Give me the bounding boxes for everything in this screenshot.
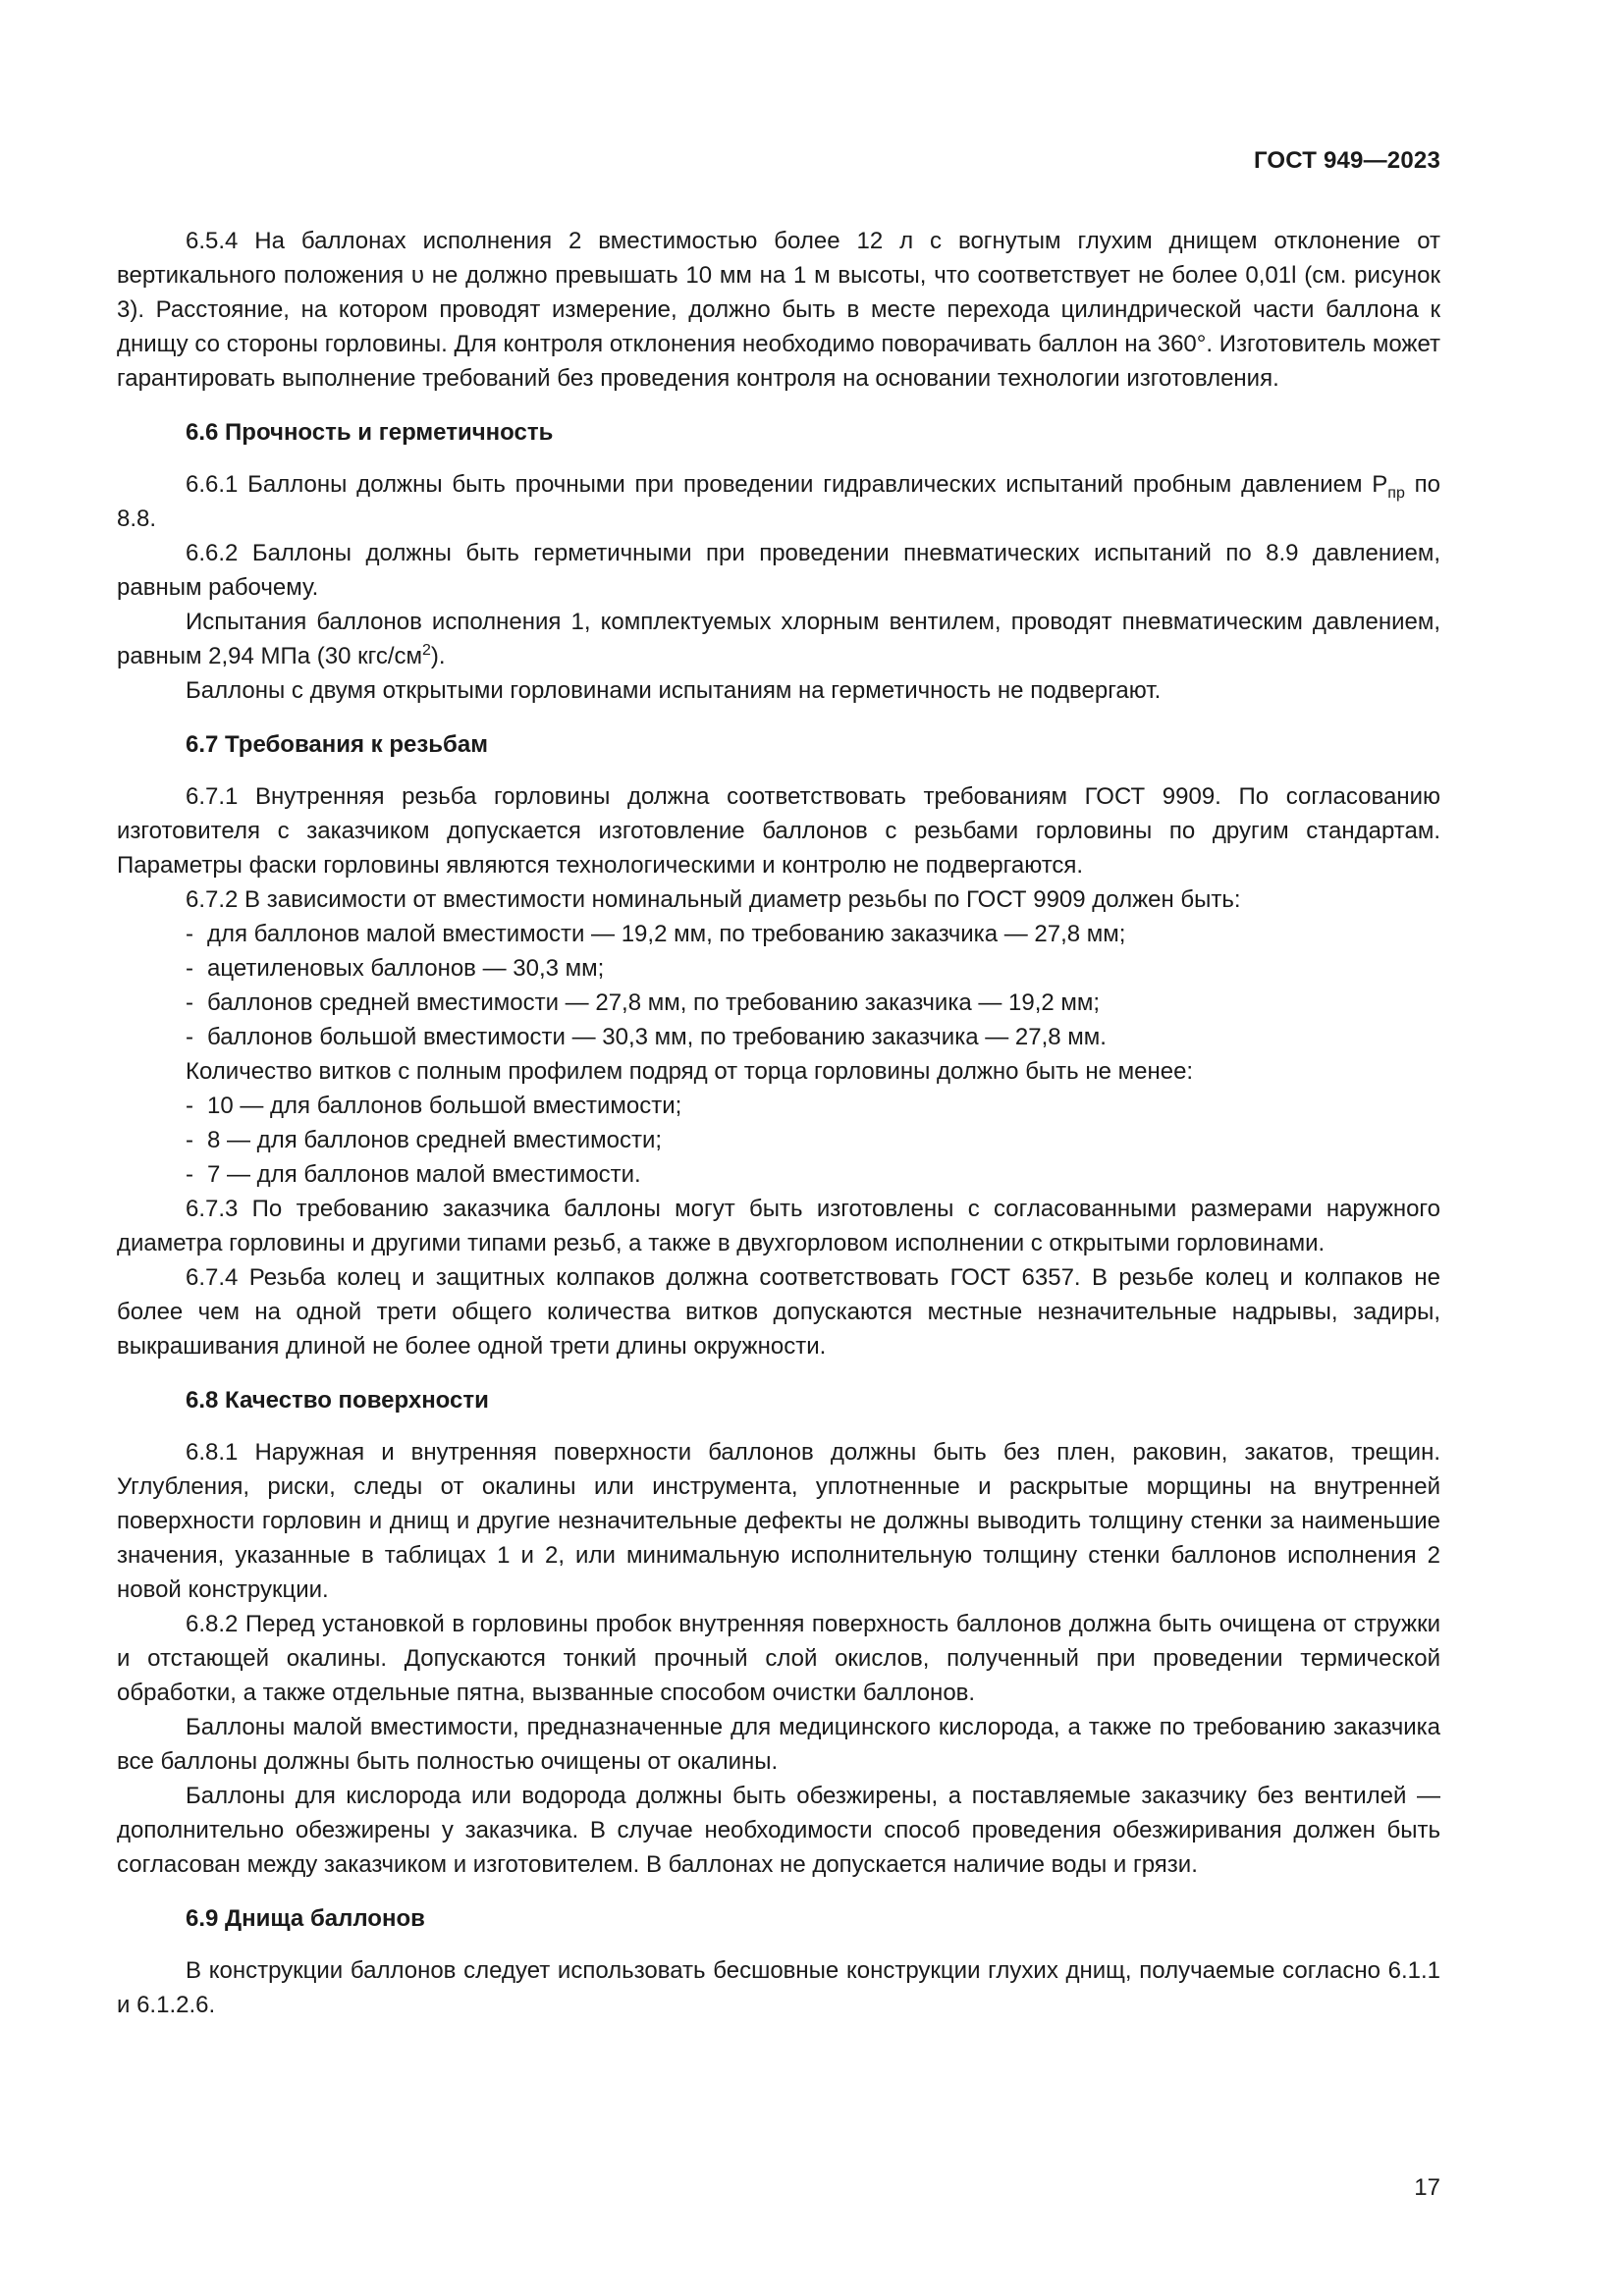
pressure-subscript: пр: [1387, 484, 1405, 502]
list-item-text: баллонов большой вместимости — 30,3 мм, по требованию заказчика — 27,8 мм.: [207, 1024, 1107, 1050]
paragraph-6-7-2-b: Количество витков с полным профилем подряд от торца горловины должно быть не менее:: [186, 1058, 1194, 1085]
list-item: - для баллонов малой вместимости — 19,2 мм, по требованию заказчика — 27,8 мм;: [186, 921, 1126, 947]
list-item: - баллонов большой вместимости — 30,3 мм, по требованию заказчика — 27,8 мм.: [186, 1024, 1107, 1050]
list-item-text: баллонов средней вместимости — 27,8 мм, по требованию заказчика — 19,2 мм;: [207, 989, 1101, 1016]
section-heading-6-6: 6.6 Прочность и герметичность: [186, 419, 554, 446]
unit-superscript: 2: [422, 642, 431, 659]
list-item: - 10 — для баллонов большой вместимости;: [186, 1093, 682, 1119]
paragraph-6-9: В конструкции баллонов следует использовать бесшовные конструкции глухих днищ, получаемые согласно 6.1.1 и 6.1.2.6.: [117, 1957, 1440, 2018]
paragraph-6-6-2-b-tail: ).: [430, 643, 446, 669]
paragraph-6-6-1-text: 6.6.1 Баллоны должны быть прочными при проведении гидравлических испытаний пробным давлением P: [186, 471, 1388, 498]
paragraph-6-8-2: 6.8.2 Перед установкой в горловины пробок внутренняя поверхность баллонов должна быть очищена от стружки и отстающей окалины. Допускаются тонкий прочный слой окислов, полученный при проведении термической обработки, а также отдельные пятна, вызванные способом очистки баллонов.: [117, 1611, 1440, 1706]
list-item: - ацетиленовых баллонов — 30,3 мм;: [186, 955, 605, 982]
list-item: - баллонов средней вместимости — 27,8 мм, по требованию заказчика — 19,2 мм;: [186, 989, 1101, 1016]
thread-diameter-list: [117, 917, 1440, 1054]
paragraph-6-7-4: 6.7.4 Резьба колец и защитных колпаков должна соответствовать ГОСТ 6357. В резьбе колец и колпаков не более чем на одной трети общего количества витков допускаются местные незначительные надрывы, задиры, выкрашивания длиной не более одной трети длины окружности.: [117, 1264, 1440, 1360]
list-item: - 8 — для баллонов средней вместимости;: [186, 1127, 663, 1153]
paragraph-6-8-2-b: Баллоны малой вместимости, предназначенные для медицинского кислорода, а также по требованию заказчика все баллоны должны быть полностью очищены от окалины.: [117, 1714, 1440, 1775]
paragraph-6-7-2: 6.7.2 В зависимости от вместимости номинальный диаметр резьбы по ГОСТ 9909 должен быть:: [186, 886, 1241, 913]
list-item-text: 8 — для баллонов средней вместимости;: [207, 1127, 663, 1153]
paragraph-6-5-4: 6.5.4 На баллонах исполнения 2 вместимостью более 12 л с вогнутым глухим днищем отклонение от вертикального положения υ не должно превышать 10 мм на 1 м высоты, что соответствует не более 0,01l (см. рисунок 3). Расстояние, на котором проводят измерение, должно быть в месте перехода цилиндрической части баллона к днищу со стороны горловины. Для контроля отклонения необходимо поворачивать баллон на 360°. Изготовитель может гарантировать выполнение требований без проведения контроля на основании технологии изготовления.: [117, 228, 1440, 392]
page-number: 17: [1414, 2174, 1440, 2201]
section-heading-6-8: 6.8 Качество поверхности: [186, 1387, 489, 1414]
paragraph-6-7-1: 6.7.1 Внутренняя резьба горловины должна соответствовать требованиям ГОСТ 9909. По согласованию изготовителя с заказчиком допускается изготовление баллонов с резьбами горловины по другим стандартам. Параметры фаски горловины являются технологическими и контролю не подвергаются.: [117, 783, 1440, 879]
section-heading-6-9: 6.9 Днища баллонов: [186, 1905, 425, 1932]
paragraph-6-8-1: 6.8.1 Наружная и внутренняя поверхности баллонов должны быть без плен, раковин, закатов, трещин. Углубления, риски, следы от окалины или инструмента, уплотненные и раскрытые морщины на внутренней поверхности горловин и днищ и другие незначительные дефекты не должны выводить толщину стенки за наименьшие значения, указанные в таблицах 1 и 2, или минимальную исполнительную толщину стенки баллонов исполнения 2 новой конструкции.: [117, 1439, 1440, 1603]
document-body: [117, 224, 1440, 2022]
list-item-text: для баллонов малой вместимости — 19,2 мм, по требованию заказчика — 27,8 мм;: [207, 921, 1126, 947]
list-item-text: ацетиленовых баллонов — 30,3 мм;: [207, 955, 605, 982]
list-item-text: 7 — для баллонов малой вместимости.: [207, 1161, 641, 1188]
list-item-text: 10 — для баллонов большой вместимости;: [207, 1093, 682, 1119]
paragraph-6-6-2-c: Баллоны с двумя открытыми горловинами испытаниям на герметичность не подвергают.: [186, 677, 1162, 704]
paragraph-6-6-1: [117, 467, 1440, 536]
paragraph-6-7-3: 6.7.3 По требованию заказчика баллоны могут быть изготовлены с согласованными размерами наружного диаметра горловины и другими типами резьб, а также в двухгорловом исполнении с открытыми горловинами.: [117, 1196, 1440, 1256]
paragraph-6-6-2: 6.6.2 Баллоны должны быть герметичными при проведении пневматических испытаний по 8.9 давлением, равным рабочему.: [117, 540, 1440, 601]
list-item: - 7 — для баллонов малой вместимости.: [186, 1161, 641, 1188]
document-header: ГОСТ 949—2023: [1253, 147, 1440, 174]
paragraph-6-6-2-b: [117, 605, 1440, 673]
thread-turns-list: [117, 1089, 1440, 1192]
section-heading-6-7: 6.7 Требования к резьбам: [186, 731, 488, 758]
paragraph-6-8-2-c: Баллоны для кислорода или водорода должны быть обезжирены, а поставляемые заказчику без вентилей — дополнительно обезжирены у заказчика. В случае необходимости способ проведения обезжиривания должен быть согласован между заказчиком и изготовителем. В баллонах не допускается наличие воды и грязи.: [117, 1783, 1440, 1878]
paragraph-6-6-1-tail: по 8.8.: [117, 471, 1440, 532]
paragraph-6-6-2-b-text: Испытания баллонов исполнения 1, комплектуемых хлорным вентилем, проводят пневматическим давлением, равным 2,94 МПа (30 кгс/см: [117, 609, 1440, 669]
